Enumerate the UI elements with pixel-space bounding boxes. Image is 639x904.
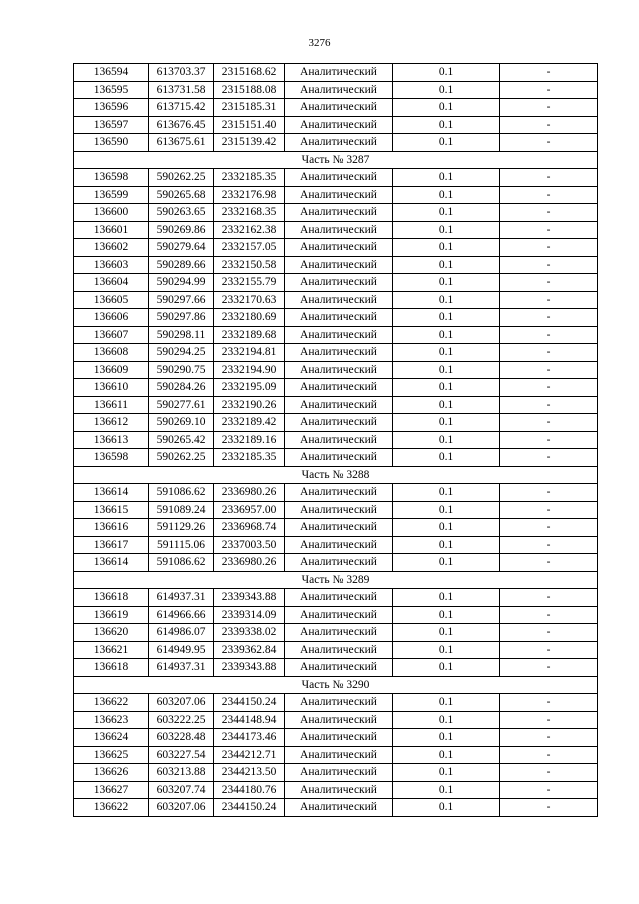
x-coordinate-cell: 591129.26: [149, 519, 214, 537]
table-row: [74, 606, 598, 624]
y-coordinate-cell: 2344148.94: [214, 711, 285, 729]
description-cell: -: [500, 81, 598, 99]
x-coordinate-cell: 590298.11: [149, 326, 214, 344]
description-cell: -: [500, 711, 598, 729]
method-cell: Аналитический: [285, 431, 393, 449]
description-cell: -: [500, 554, 598, 572]
x-coordinate-cell: 603207.74: [149, 781, 214, 799]
point-id-cell: 136618: [74, 589, 149, 607]
precision-cell: 0.1: [393, 186, 500, 204]
precision-cell: 0.1: [393, 694, 500, 712]
description-cell: -: [500, 431, 598, 449]
method-cell: Аналитический: [285, 239, 393, 257]
description-cell: -: [500, 606, 598, 624]
y-coordinate-cell: 2315139.42: [214, 134, 285, 152]
point-id-cell: 136598: [74, 169, 149, 187]
table-row: [74, 99, 598, 117]
method-cell: Аналитический: [285, 64, 393, 82]
method-cell: Аналитический: [285, 659, 393, 677]
x-coordinate-cell: 614966.66: [149, 606, 214, 624]
method-cell: Аналитический: [285, 729, 393, 747]
table-row: [74, 326, 598, 344]
y-coordinate-cell: 2339362.84: [214, 641, 285, 659]
precision-cell: 0.1: [393, 536, 500, 554]
point-id-cell: 136606: [74, 309, 149, 327]
x-coordinate-cell: 590279.64: [149, 239, 214, 257]
y-coordinate-cell: 2332185.35: [214, 449, 285, 467]
precision-cell: 0.1: [393, 134, 500, 152]
precision-cell: 0.1: [393, 799, 500, 817]
description-cell: -: [500, 291, 598, 309]
precision-cell: 0.1: [393, 204, 500, 222]
method-cell: Аналитический: [285, 256, 393, 274]
precision-cell: 0.1: [393, 659, 500, 677]
method-cell: Аналитический: [285, 309, 393, 327]
x-coordinate-cell: 590262.25: [149, 449, 214, 467]
y-coordinate-cell: 2344212.71: [214, 746, 285, 764]
description-cell: -: [500, 344, 598, 362]
y-coordinate-cell: 2332194.81: [214, 344, 285, 362]
point-id-cell: 136620: [74, 624, 149, 642]
precision-cell: 0.1: [393, 519, 500, 537]
method-cell: Аналитический: [285, 694, 393, 712]
table-row: [74, 344, 598, 362]
y-coordinate-cell: 2332189.16: [214, 431, 285, 449]
method-cell: Аналитический: [285, 554, 393, 572]
section-title: Часть № 3287: [74, 151, 598, 169]
y-coordinate-cell: 2332189.68: [214, 326, 285, 344]
y-coordinate-cell: 2315185.31: [214, 99, 285, 117]
precision-cell: 0.1: [393, 361, 500, 379]
y-coordinate-cell: 2344213.50: [214, 764, 285, 782]
point-id-cell: 136615: [74, 501, 149, 519]
table-row: [74, 81, 598, 99]
x-coordinate-cell: 590284.26: [149, 379, 214, 397]
table-row: [74, 291, 598, 309]
method-cell: Аналитический: [285, 169, 393, 187]
precision-cell: 0.1: [393, 414, 500, 432]
method-cell: Аналитический: [285, 414, 393, 432]
precision-cell: 0.1: [393, 116, 500, 134]
method-cell: Аналитический: [285, 624, 393, 642]
table-row: [74, 501, 598, 519]
method-cell: Аналитический: [285, 186, 393, 204]
precision-cell: 0.1: [393, 239, 500, 257]
y-coordinate-cell: 2315151.40: [214, 116, 285, 134]
point-id-cell: 136614: [74, 554, 149, 572]
point-id-cell: 136597: [74, 116, 149, 134]
description-cell: -: [500, 484, 598, 502]
table-row: [74, 519, 598, 537]
x-coordinate-cell: 591089.24: [149, 501, 214, 519]
x-coordinate-cell: 590277.61: [149, 396, 214, 414]
y-coordinate-cell: 2315168.62: [214, 64, 285, 82]
table-row: [74, 694, 598, 712]
point-id-cell: 136609: [74, 361, 149, 379]
description-cell: -: [500, 799, 598, 817]
coordinates-table-body: [74, 64, 598, 817]
description-cell: -: [500, 729, 598, 747]
x-coordinate-cell: 603227.54: [149, 746, 214, 764]
description-cell: -: [500, 361, 598, 379]
y-coordinate-cell: 2336980.26: [214, 484, 285, 502]
table-row: [74, 414, 598, 432]
precision-cell: 0.1: [393, 449, 500, 467]
table-row: [74, 711, 598, 729]
method-cell: Аналитический: [285, 134, 393, 152]
point-id-cell: 136612: [74, 414, 149, 432]
y-coordinate-cell: 2332176.98: [214, 186, 285, 204]
method-cell: Аналитический: [285, 361, 393, 379]
x-coordinate-cell: 590269.86: [149, 221, 214, 239]
table-row: [74, 589, 598, 607]
coordinates-table: [73, 63, 598, 817]
precision-cell: 0.1: [393, 589, 500, 607]
x-coordinate-cell: 613715.42: [149, 99, 214, 117]
method-cell: Аналитический: [285, 99, 393, 117]
x-coordinate-cell: 590290.75: [149, 361, 214, 379]
description-cell: -: [500, 99, 598, 117]
section-title: Часть № 3289: [74, 571, 598, 589]
x-coordinate-cell: 591086.62: [149, 554, 214, 572]
point-id-cell: 136600: [74, 204, 149, 222]
x-coordinate-cell: 614937.31: [149, 589, 214, 607]
x-coordinate-cell: 590263.65: [149, 204, 214, 222]
table-row: [74, 64, 598, 82]
method-cell: Аналитический: [285, 326, 393, 344]
y-coordinate-cell: 2336957.00: [214, 501, 285, 519]
point-id-cell: 136614: [74, 484, 149, 502]
method-cell: Аналитический: [285, 764, 393, 782]
table-row: [74, 396, 598, 414]
table-row: [74, 764, 598, 782]
x-coordinate-cell: 614937.31: [149, 659, 214, 677]
precision-cell: 0.1: [393, 81, 500, 99]
table-row: [74, 799, 598, 817]
y-coordinate-cell: 2344150.24: [214, 799, 285, 817]
description-cell: -: [500, 624, 598, 642]
method-cell: Аналитический: [285, 641, 393, 659]
method-cell: Аналитический: [285, 274, 393, 292]
precision-cell: 0.1: [393, 169, 500, 187]
point-id-cell: 136594: [74, 64, 149, 82]
point-id-cell: 136623: [74, 711, 149, 729]
section-header-row: [74, 571, 598, 589]
description-cell: -: [500, 659, 598, 677]
x-coordinate-cell: 590297.66: [149, 291, 214, 309]
x-coordinate-cell: 613703.37: [149, 64, 214, 82]
precision-cell: 0.1: [393, 554, 500, 572]
table-row: [74, 134, 598, 152]
x-coordinate-cell: 590294.99: [149, 274, 214, 292]
y-coordinate-cell: 2332195.09: [214, 379, 285, 397]
method-cell: Аналитический: [285, 781, 393, 799]
description-cell: -: [500, 116, 598, 134]
y-coordinate-cell: 2336968.74: [214, 519, 285, 537]
table-row: [74, 536, 598, 554]
method-cell: Аналитический: [285, 204, 393, 222]
y-coordinate-cell: 2339338.02: [214, 624, 285, 642]
point-id-cell: 136617: [74, 536, 149, 554]
point-id-cell: 136602: [74, 239, 149, 257]
point-id-cell: 136616: [74, 519, 149, 537]
table-row: [74, 221, 598, 239]
point-id-cell: 136595: [74, 81, 149, 99]
precision-cell: 0.1: [393, 501, 500, 519]
description-cell: -: [500, 186, 598, 204]
point-id-cell: 136622: [74, 799, 149, 817]
precision-cell: 0.1: [393, 711, 500, 729]
table-row: [74, 449, 598, 467]
point-id-cell: 136621: [74, 641, 149, 659]
point-id-cell: 136590: [74, 134, 149, 152]
method-cell: Аналитический: [285, 589, 393, 607]
point-id-cell: 136622: [74, 694, 149, 712]
table-row: [74, 169, 598, 187]
precision-cell: 0.1: [393, 624, 500, 642]
point-id-cell: 136604: [74, 274, 149, 292]
x-coordinate-cell: 613675.61: [149, 134, 214, 152]
x-coordinate-cell: 603228.48: [149, 729, 214, 747]
x-coordinate-cell: 591115.06: [149, 536, 214, 554]
description-cell: -: [500, 221, 598, 239]
point-id-cell: 136611: [74, 396, 149, 414]
x-coordinate-cell: 613676.45: [149, 116, 214, 134]
precision-cell: 0.1: [393, 344, 500, 362]
description-cell: -: [500, 256, 598, 274]
method-cell: Аналитический: [285, 116, 393, 134]
x-coordinate-cell: 603222.25: [149, 711, 214, 729]
method-cell: Аналитический: [285, 746, 393, 764]
y-coordinate-cell: 2332185.35: [214, 169, 285, 187]
y-coordinate-cell: 2339314.09: [214, 606, 285, 624]
table-row: [74, 746, 598, 764]
table-row: [74, 361, 598, 379]
description-cell: -: [500, 274, 598, 292]
x-coordinate-cell: 590262.25: [149, 169, 214, 187]
x-coordinate-cell: 590265.68: [149, 186, 214, 204]
x-coordinate-cell: 614986.07: [149, 624, 214, 642]
precision-cell: 0.1: [393, 291, 500, 309]
method-cell: Аналитический: [285, 379, 393, 397]
y-coordinate-cell: 2332194.90: [214, 361, 285, 379]
method-cell: Аналитический: [285, 291, 393, 309]
precision-cell: 0.1: [393, 309, 500, 327]
y-coordinate-cell: 2332157.05: [214, 239, 285, 257]
x-coordinate-cell: 590269.10: [149, 414, 214, 432]
description-cell: -: [500, 501, 598, 519]
description-cell: -: [500, 589, 598, 607]
section-header-row: [74, 466, 598, 484]
section-title: Часть № 3290: [74, 676, 598, 694]
table-row: [74, 624, 598, 642]
y-coordinate-cell: 2332180.69: [214, 309, 285, 327]
table-row: [74, 239, 598, 257]
x-coordinate-cell: 590294.25: [149, 344, 214, 362]
method-cell: Аналитический: [285, 484, 393, 502]
point-id-cell: 136601: [74, 221, 149, 239]
y-coordinate-cell: 2332190.26: [214, 396, 285, 414]
description-cell: -: [500, 694, 598, 712]
point-id-cell: 136610: [74, 379, 149, 397]
description-cell: -: [500, 641, 598, 659]
precision-cell: 0.1: [393, 221, 500, 239]
description-cell: -: [500, 781, 598, 799]
table-row: [74, 484, 598, 502]
table-row: [74, 379, 598, 397]
precision-cell: 0.1: [393, 64, 500, 82]
precision-cell: 0.1: [393, 746, 500, 764]
precision-cell: 0.1: [393, 256, 500, 274]
point-id-cell: 136624: [74, 729, 149, 747]
table-row: [74, 256, 598, 274]
description-cell: -: [500, 764, 598, 782]
method-cell: Аналитический: [285, 449, 393, 467]
x-coordinate-cell: 590289.66: [149, 256, 214, 274]
description-cell: -: [500, 519, 598, 537]
precision-cell: 0.1: [393, 99, 500, 117]
precision-cell: 0.1: [393, 764, 500, 782]
method-cell: Аналитический: [285, 799, 393, 817]
x-coordinate-cell: 590297.86: [149, 309, 214, 327]
y-coordinate-cell: 2315188.08: [214, 81, 285, 99]
description-cell: -: [500, 204, 598, 222]
description-cell: -: [500, 169, 598, 187]
y-coordinate-cell: 2337003.50: [214, 536, 285, 554]
y-coordinate-cell: 2332150.58: [214, 256, 285, 274]
table-row: [74, 641, 598, 659]
table-row: [74, 116, 598, 134]
section-header-row: [74, 676, 598, 694]
x-coordinate-cell: 613731.58: [149, 81, 214, 99]
description-cell: -: [500, 536, 598, 554]
x-coordinate-cell: 603207.06: [149, 799, 214, 817]
precision-cell: 0.1: [393, 484, 500, 502]
x-coordinate-cell: 591086.62: [149, 484, 214, 502]
table-row: [74, 781, 598, 799]
x-coordinate-cell: 590265.42: [149, 431, 214, 449]
y-coordinate-cell: 2339343.88: [214, 589, 285, 607]
method-cell: Аналитический: [285, 396, 393, 414]
point-id-cell: 136605: [74, 291, 149, 309]
section-header-row: [74, 151, 598, 169]
point-id-cell: 136618: [74, 659, 149, 677]
table-row: [74, 431, 598, 449]
point-id-cell: 136613: [74, 431, 149, 449]
point-id-cell: 136599: [74, 186, 149, 204]
description-cell: -: [500, 379, 598, 397]
y-coordinate-cell: 2332168.35: [214, 204, 285, 222]
precision-cell: 0.1: [393, 431, 500, 449]
table-row: [74, 309, 598, 327]
section-title: Часть № 3288: [74, 466, 598, 484]
y-coordinate-cell: 2332155.79: [214, 274, 285, 292]
table-row: [74, 554, 598, 572]
point-id-cell: 136603: [74, 256, 149, 274]
table-row: [74, 659, 598, 677]
description-cell: -: [500, 64, 598, 82]
description-cell: -: [500, 449, 598, 467]
point-id-cell: 136596: [74, 99, 149, 117]
method-cell: Аналитический: [285, 606, 393, 624]
description-cell: -: [500, 326, 598, 344]
y-coordinate-cell: 2344180.76: [214, 781, 285, 799]
table-row: [74, 729, 598, 747]
point-id-cell: 136627: [74, 781, 149, 799]
description-cell: -: [500, 309, 598, 327]
method-cell: Аналитический: [285, 536, 393, 554]
point-id-cell: 136626: [74, 764, 149, 782]
page-number: 3276: [308, 37, 331, 49]
precision-cell: 0.1: [393, 641, 500, 659]
method-cell: Аналитический: [285, 81, 393, 99]
method-cell: Аналитический: [285, 501, 393, 519]
point-id-cell: 136625: [74, 746, 149, 764]
precision-cell: 0.1: [393, 396, 500, 414]
table-row: [74, 274, 598, 292]
precision-cell: 0.1: [393, 606, 500, 624]
precision-cell: 0.1: [393, 274, 500, 292]
y-coordinate-cell: 2339343.88: [214, 659, 285, 677]
table-row: [74, 186, 598, 204]
method-cell: Аналитический: [285, 221, 393, 239]
point-id-cell: 136619: [74, 606, 149, 624]
description-cell: -: [500, 239, 598, 257]
table-row: [74, 204, 598, 222]
precision-cell: 0.1: [393, 729, 500, 747]
point-id-cell: 136608: [74, 344, 149, 362]
x-coordinate-cell: 603207.06: [149, 694, 214, 712]
description-cell: -: [500, 746, 598, 764]
precision-cell: 0.1: [393, 379, 500, 397]
y-coordinate-cell: 2344150.24: [214, 694, 285, 712]
y-coordinate-cell: 2332170.63: [214, 291, 285, 309]
y-coordinate-cell: 2344173.46: [214, 729, 285, 747]
y-coordinate-cell: 2332162.38: [214, 221, 285, 239]
precision-cell: 0.1: [393, 326, 500, 344]
description-cell: -: [500, 396, 598, 414]
x-coordinate-cell: 614949.95: [149, 641, 214, 659]
point-id-cell: 136598: [74, 449, 149, 467]
description-cell: -: [500, 134, 598, 152]
method-cell: Аналитический: [285, 519, 393, 537]
y-coordinate-cell: 2336980.26: [214, 554, 285, 572]
description-cell: -: [500, 414, 598, 432]
method-cell: Аналитический: [285, 711, 393, 729]
precision-cell: 0.1: [393, 781, 500, 799]
y-coordinate-cell: 2332189.42: [214, 414, 285, 432]
method-cell: Аналитический: [285, 344, 393, 362]
point-id-cell: 136607: [74, 326, 149, 344]
x-coordinate-cell: 603213.88: [149, 764, 214, 782]
